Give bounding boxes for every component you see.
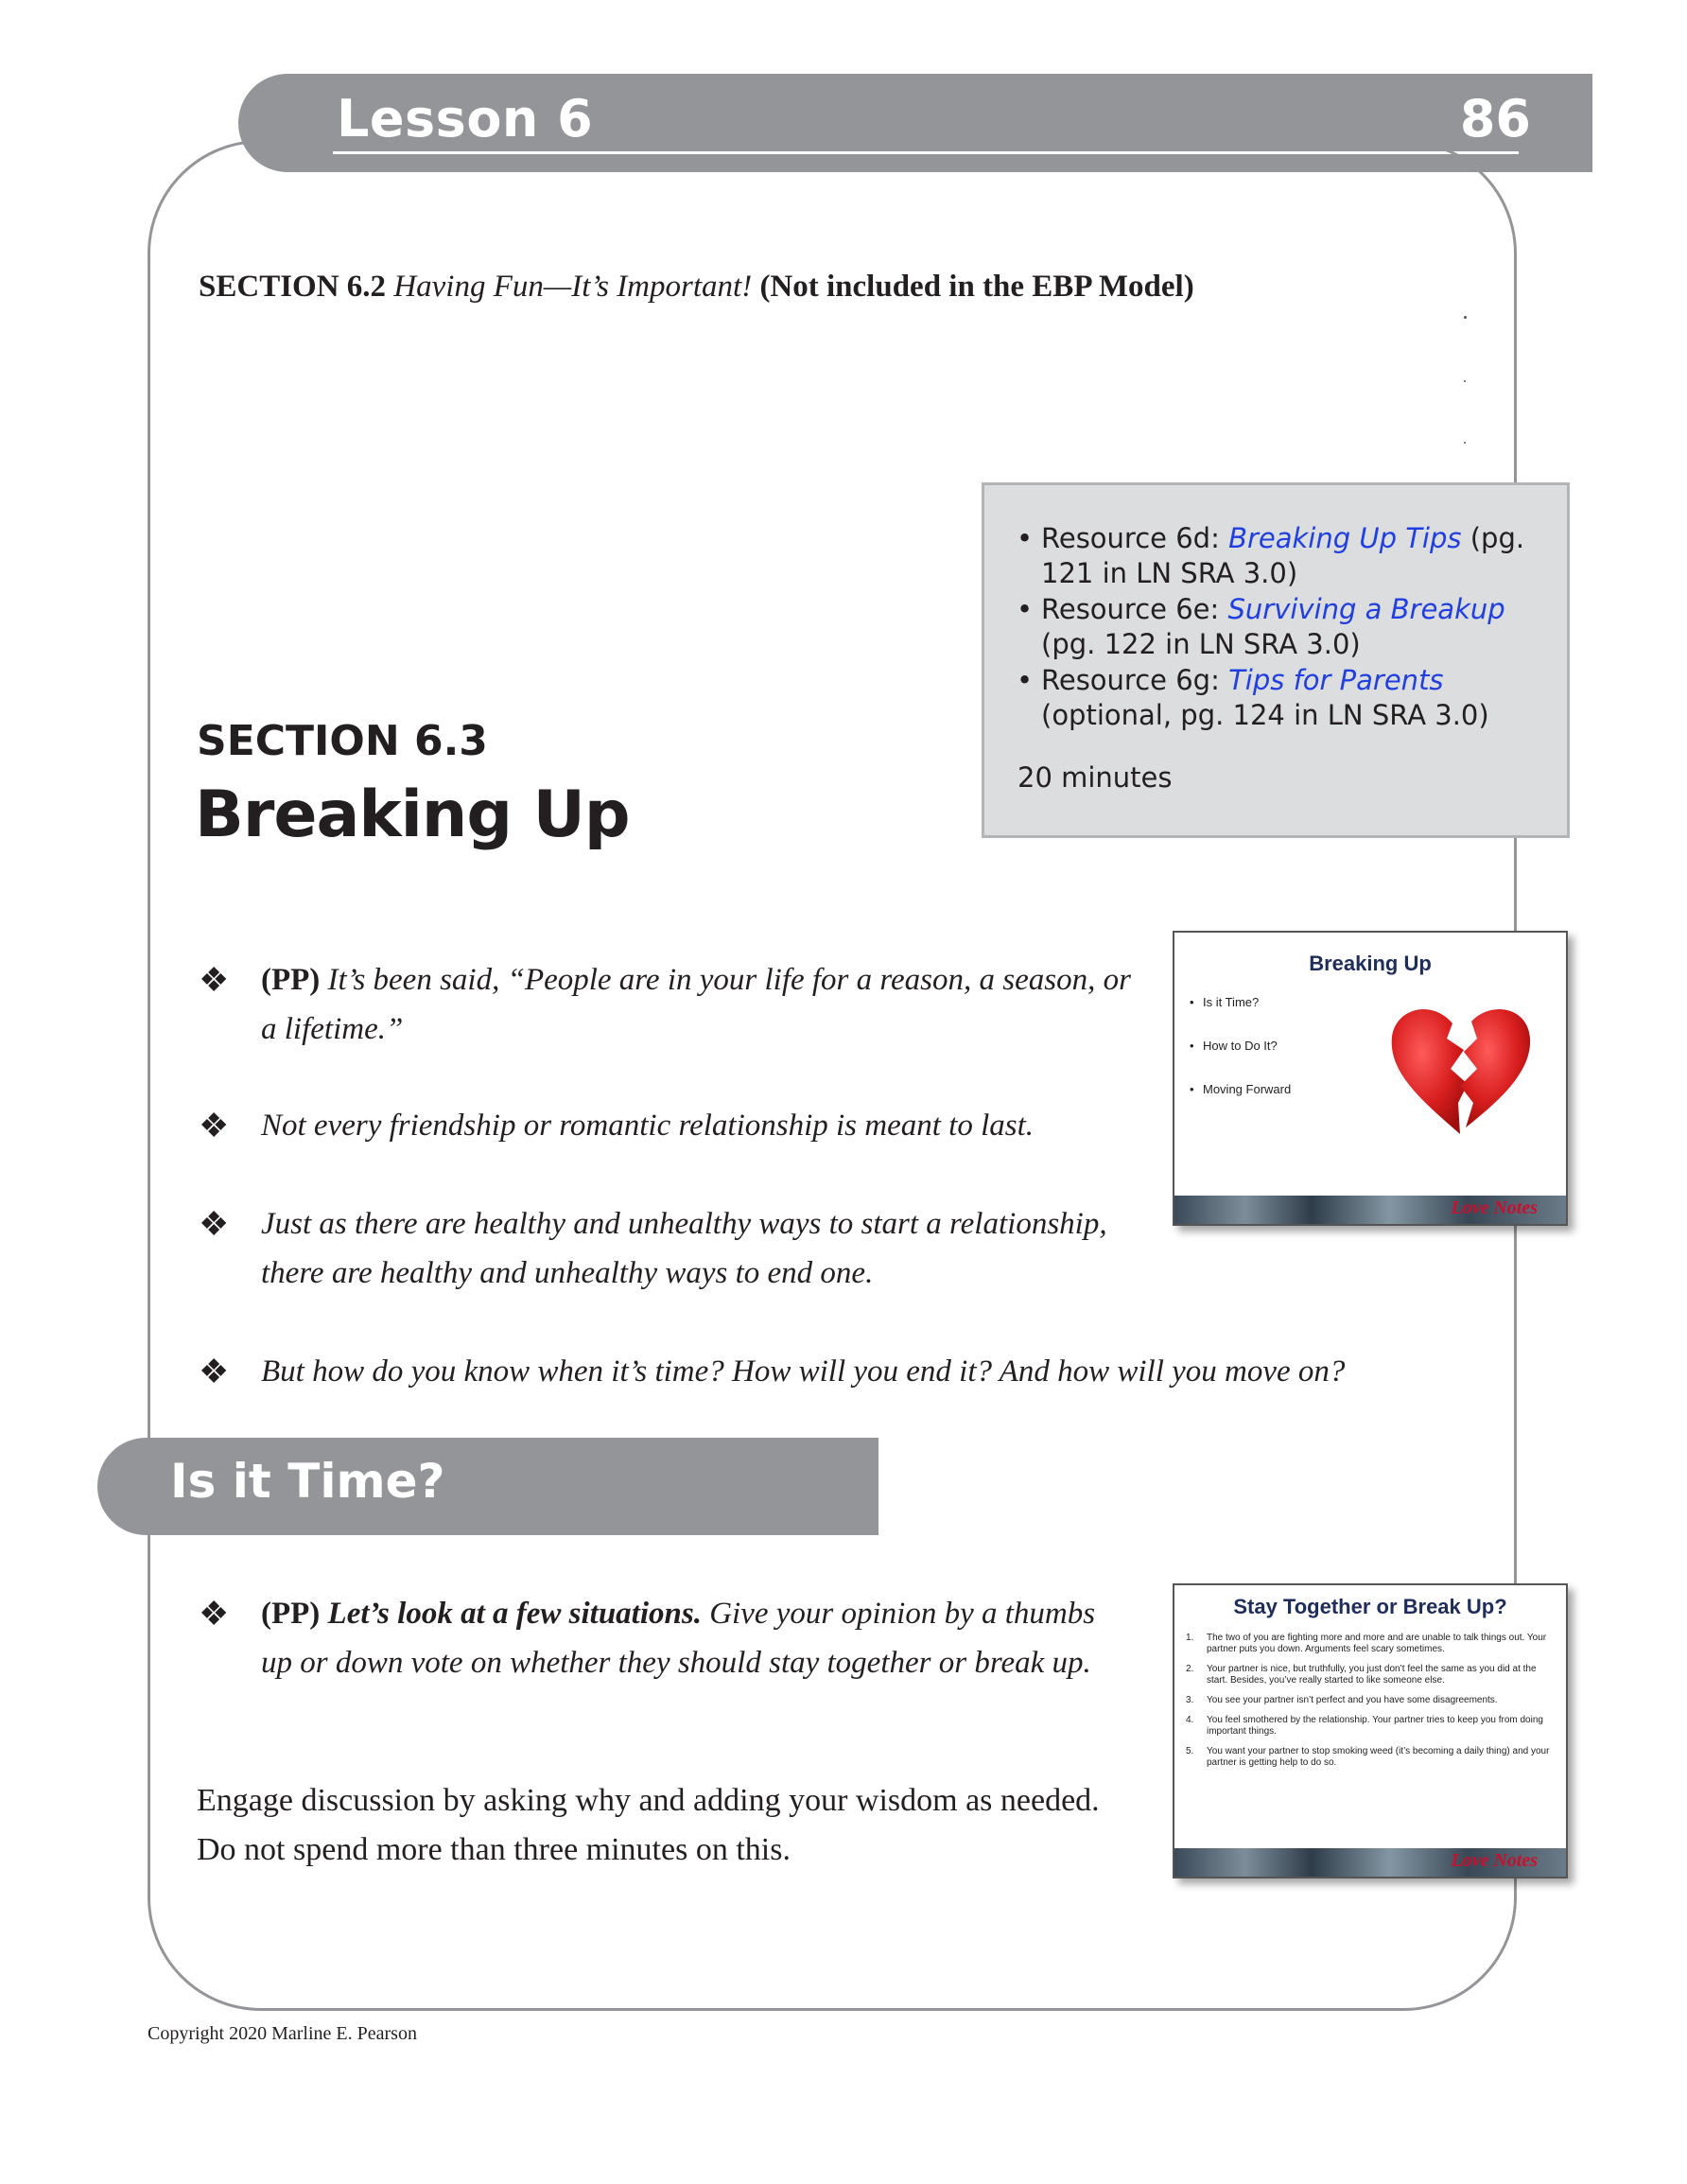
bullet-item — [199, 955, 1154, 1054]
diamond-bullet-icon: ❖ — [199, 1353, 230, 1390]
diamond-bullet-icon: ❖ — [199, 1205, 230, 1243]
bullet-item — [199, 1199, 1163, 1298]
band-title: Is it Time? — [170, 1454, 445, 1509]
resource-box — [982, 482, 1570, 838]
resource-link-surviving-a-breakup[interactable]: Surviving a Breakup — [1227, 593, 1505, 625]
stray-dot — [1464, 442, 1466, 444]
slide-bullet: • Moving Forward — [1190, 1082, 1291, 1096]
slide-list-text: You see your partner isn’t perfect and you have some disagreements. — [1207, 1695, 1498, 1705]
instruction-paragraph: Engage discussion by asking why and adding your wisdom as needed. Do not spend more than three minutes on this. — [197, 1783, 1100, 1867]
slide-list-text: The two of you are fighting more and more and are unable to talk things out. Your partner puts you down. Arguments feel scary sometimes. — [1207, 1633, 1547, 1654]
slide-list-item: 1. The two of you are fighting more and more and are unable to talk things out. Your partner puts you down. Arguments feel scary sometimes. — [1186, 1633, 1547, 1654]
bullet-text: Not every friendship or romantic relationship is meant to last. — [261, 1109, 1035, 1143]
resource-item — [1015, 592, 1544, 662]
slide-list-item: 3. You see your partner isn’t perfect and you have some disagreements. — [1186, 1695, 1498, 1705]
slide-thumbnail-stay-together — [1173, 1583, 1568, 1878]
resource-prefix: Resource 6d: — [1041, 522, 1229, 554]
bullet-item — [199, 1347, 1466, 1396]
copyright-footer: Copyright 2020 Marline E. Pearson — [148, 2023, 417, 2044]
diamond-bullet-icon: ❖ — [199, 1595, 230, 1633]
slide-footer — [1174, 1848, 1566, 1877]
section-6-2-note: (Not included in the EBP Model) — [759, 270, 1194, 304]
stray-dot — [1464, 316, 1467, 319]
slide-list-item: 2. Your partner is nice, but truthfully, you just don’t feel the same as you did at the start. Besides, you’ve really started to like someone else. — [1186, 1664, 1537, 1686]
slide-title: Stay Together or Break Up? — [1233, 1595, 1507, 1618]
duration: 20 minutes — [1017, 761, 1173, 794]
bullet-text: It’s been said, “People are in your life for a reason, a season, or a lifetime.” — [261, 963, 1131, 1046]
resource-item — [1015, 521, 1544, 591]
resource-prefix: Resource 6g: — [1041, 664, 1229, 696]
bullet-text: Give your opinion by a thumbs up or down vote on whether they should stay together or break up. — [261, 1597, 1096, 1680]
bullet-emphasis: Let’s look at a few situations. — [320, 1597, 702, 1631]
resource-link-tips-for-parents[interactable]: Tips for Parents — [1228, 664, 1444, 696]
broken-heart-icon — [1384, 997, 1536, 1139]
love-notes-logo: Love Notes — [1451, 1850, 1538, 1871]
slide-bullet: • Is it Time? — [1190, 995, 1291, 1009]
section-6-3-label: SECTION 6.3 — [197, 717, 488, 765]
stray-dot — [1464, 380, 1466, 382]
love-notes-logo: Love Notes — [1451, 1197, 1538, 1218]
resource-item — [1015, 663, 1544, 733]
resource-link-breaking-up-tips[interactable]: Breaking Up Tips — [1228, 522, 1462, 554]
section-6-2-title: Having Fun—It’s Important! — [393, 270, 753, 304]
slide-thumbnail-breaking-up — [1173, 931, 1568, 1226]
page-number: 86 — [1459, 89, 1531, 149]
resource-suffix: (pg. 121 in LN SRA 3.0) — [1041, 522, 1525, 589]
bullet-item — [199, 1589, 1125, 1687]
slide-list-text: You feel smothered by the relationship. Your partner tries to keep you from doing important things. — [1207, 1715, 1543, 1737]
resource-suffix: (pg. 122 in LN SRA 3.0) — [1041, 628, 1361, 660]
slide-list-text: You want your partner to stop smoking weed (it’s becoming a daily thing) and your partner is getting help to do so. — [1207, 1746, 1550, 1768]
diamond-bullet-icon: ❖ — [199, 961, 230, 999]
bullet-text: Just as there are healthy and unhealthy ways to start a relationship, there are healthy and unhealthy ways to end one. — [261, 1207, 1107, 1290]
slide-list-item: 5. You want your partner to stop smoking weed (it’s becoming a daily thing) and your partner is getting help to do so. — [1186, 1746, 1550, 1768]
section-6-2-heading — [199, 270, 1194, 305]
diamond-bullet-icon: ❖ — [199, 1107, 230, 1144]
slide-title: Breaking Up — [1309, 952, 1432, 975]
slide-footer — [1174, 1196, 1566, 1224]
section-6-2-label: SECTION 6.2 — [199, 270, 387, 304]
slide-bullet: • How to Do It? — [1190, 1039, 1291, 1053]
slide-bullet-list — [1190, 995, 1291, 1126]
slide-list-text: Your partner is nice, but truthfully, you just don’t feel the same as you did at the start. Besides, you’ve really started to like someone else. — [1207, 1664, 1537, 1686]
resource-list — [1015, 521, 1544, 734]
lesson-title: Lesson 6 — [337, 89, 594, 149]
resource-prefix: Resource 6e: — [1041, 593, 1228, 625]
pp-label: (PP) — [261, 1597, 321, 1631]
slide-numbered-list — [1182, 1633, 1555, 1777]
slide-list-item: 4. You feel smothered by the relationship. Your partner tries to keep you from doing important things. — [1186, 1715, 1543, 1737]
bullet-text: But how do you know when it’s time? How will you end it? And how will you move on? — [261, 1354, 1346, 1389]
resource-suffix: (optional, pg. 124 in LN SRA 3.0) — [1041, 699, 1489, 731]
section-6-3-title: Breaking Up — [195, 778, 630, 852]
pp-label: (PP) — [261, 963, 321, 997]
